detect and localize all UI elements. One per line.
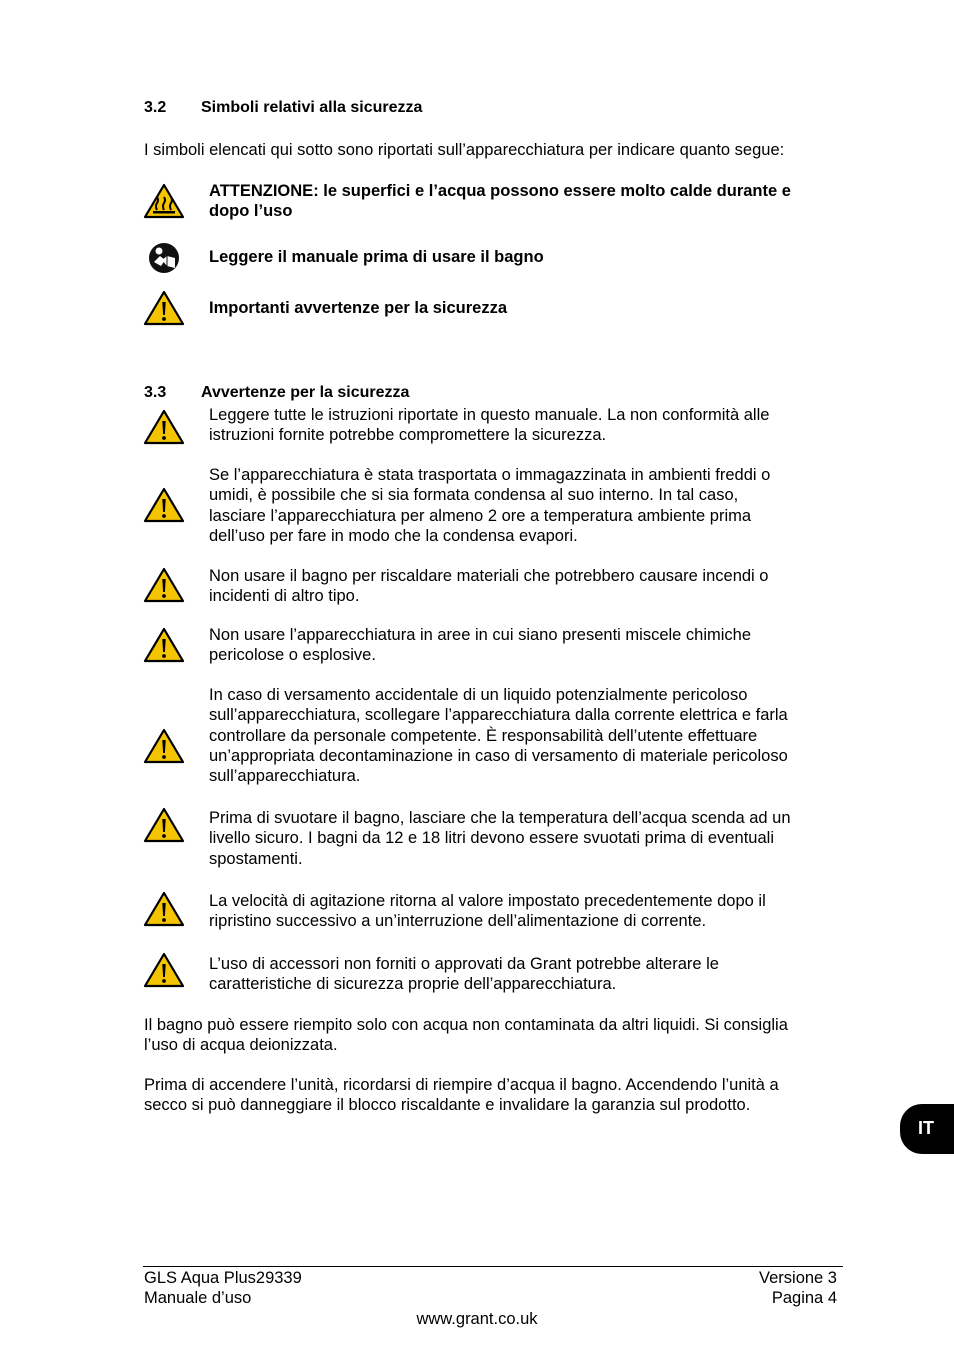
footer-left xyxy=(144,1268,302,1309)
hot-surface-icon xyxy=(143,183,185,219)
symbol-warning-text xyxy=(209,298,839,318)
text-line: lasciare l’apparecchiatura per almeno 2 ore a temperatura ambiente prima xyxy=(209,506,752,525)
paragraph xyxy=(144,1015,844,1056)
text-line: ripristino successivo a un’interruzione dell’alimentazione di corrente. xyxy=(209,912,707,931)
warning-icon xyxy=(143,807,185,843)
text-line: Prima di accendere l’unità, ricordarsi di riempire d’acqua il bagno. Accendendo l’unità a xyxy=(144,1076,779,1094)
text-line: spostamenti. xyxy=(209,849,303,868)
warning-icon xyxy=(143,567,185,603)
warning-icon xyxy=(143,487,185,523)
document-type: Manuale d’uso xyxy=(144,1289,252,1308)
warning-icon xyxy=(143,409,185,445)
text-line: secco si può danneggiare il blocco riscaldante e invalidare la garanzia sul prodotto. xyxy=(144,1096,751,1115)
warning-item xyxy=(209,405,839,446)
read-manual-icon xyxy=(142,240,186,276)
warning-item xyxy=(209,625,839,666)
footer-website: www.grant.co.uk xyxy=(416,1310,538,1328)
footer-divider xyxy=(143,1266,843,1267)
paragraph xyxy=(144,1075,844,1116)
warning-icon xyxy=(143,891,185,927)
warning-item xyxy=(209,465,839,546)
warning-item xyxy=(209,954,839,995)
text-line: Non usare l’apparecchiatura in aree in cui siano presenti miscele chimiche xyxy=(209,626,752,644)
warning-icon xyxy=(143,627,185,663)
warning-item xyxy=(209,566,839,607)
page-number: Pagina 4 xyxy=(771,1289,837,1308)
text-line: Leggere il manuale prima di usare il bagno xyxy=(209,248,544,266)
text-line: Leggere tutte le istruzioni riportate in questo manuale. La non conformità alle xyxy=(209,406,770,424)
intro-text: I simboli elencati qui sotto sono riportati sull’apparecchiatura per indicare quanto segue: xyxy=(144,141,785,159)
text-line: La velocità di agitazione ritorna al valore impostato precedentemente dopo il xyxy=(209,892,766,910)
text-line: Importanti avvertenze per la sicurezza xyxy=(209,299,508,317)
text-line: sull’apparecchiatura. xyxy=(209,767,361,786)
text-line: livello sicuro. I bagni da 12 e 18 litri devono essere svuotati prima di eventuali xyxy=(209,829,774,848)
text-line: ATTENZIONE: le superfici e l’acqua possono essere molto calde durante e xyxy=(209,182,791,200)
section-number: 3.2 xyxy=(144,99,167,116)
text-line: L’uso di accessori non forniti o approvati da Grant potrebbe alterare le xyxy=(209,955,719,973)
text-line: caratteristiche di sicurezza proprie dell’apparecchiatura. xyxy=(209,975,617,994)
warning-item xyxy=(209,685,839,786)
symbol-read-manual-text xyxy=(209,247,839,267)
section-title: Simboli relativi alla sicurezza xyxy=(201,99,423,116)
text-line: dell’uso per fare in modo che la condensa evapori. xyxy=(209,526,578,545)
symbol-hot-surface-text xyxy=(209,181,839,222)
footer-right xyxy=(759,1268,837,1309)
text-line: dopo l’uso xyxy=(209,202,293,221)
warning-icon xyxy=(143,952,185,988)
text-line: Il bagno può essere riempito solo con acqua non contaminata da altri liquidi. Si consiglia xyxy=(144,1016,788,1034)
warning-item xyxy=(209,808,839,869)
text-line: incidenti di altro tipo. xyxy=(209,587,360,606)
text-line: Se l’apparecchiatura è stata trasportata o immagazzinata in ambienti freddi o xyxy=(209,466,771,484)
version-label: Versione 3 xyxy=(759,1269,837,1287)
product-name: GLS Aqua Plus29339 xyxy=(144,1269,302,1287)
text-line: pericolose o esplosive. xyxy=(209,646,376,665)
text-line: Prima di svuotare il bagno, lasciare che la temperatura dell’acqua scenda ad un xyxy=(209,809,791,827)
text-line: Non usare il bagno per riscaldare materiali che potrebbero causare incendi o xyxy=(209,567,769,585)
text-line: umidi, è possibile che si sia formata condensa al suo interno. In tal caso, xyxy=(209,486,739,505)
warning-icon xyxy=(143,290,185,326)
section-number: 3.3 xyxy=(144,384,167,401)
warning-item xyxy=(209,891,839,932)
text-line: In caso di versamento accidentale di un liquido potenzialmente pericoloso xyxy=(209,686,748,704)
warning-icon xyxy=(143,728,185,764)
text-line: controllare da personale competente. È responsabilità dell’utente effettuare xyxy=(209,726,758,745)
section-title: Avvertenze per la sicurezza xyxy=(201,384,410,401)
text-line: l’uso di acqua deionizzata. xyxy=(144,1036,338,1055)
text-line: istruzioni fornite potrebbe compromettere la sicurezza. xyxy=(209,426,607,445)
language-tab: IT xyxy=(900,1104,954,1154)
text-line: sull’apparecchiatura, scollegare l’apparecchiatura dalla corrente elettrica e farla xyxy=(209,706,788,725)
text-line: un’appropriata decontaminazione in caso di versamento di materiale pericoloso xyxy=(209,746,788,765)
